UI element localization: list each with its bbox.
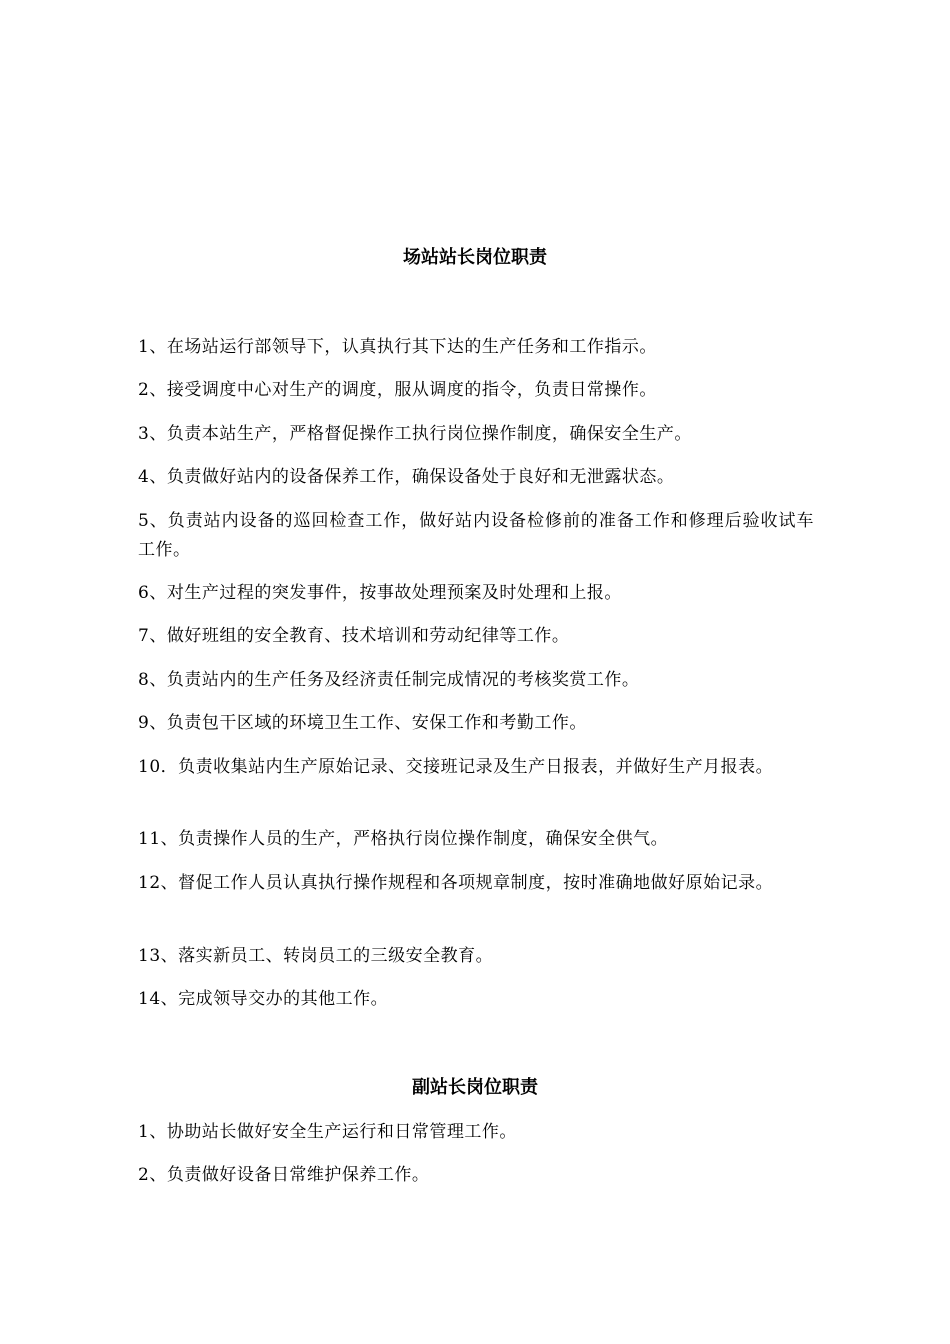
duty-item: 5、负责站内设备的巡回检查工作，做好站内设备检修前的准备工作和修理后验收试车工作。 [138,511,814,560]
duty-item: 10．负责收集站内生产原始记录、交接班记录及生产日报表，并做好生产月报表。 [138,757,774,777]
duty-item: 2、接受调度中心对生产的调度，服从调度的指令，负责日常操作。 [138,380,657,400]
section-heading-deputy-station-master: 副站长岗位职责 [412,1077,538,1098]
duty-item: 3、负责本站生产，严格督促操作工执行岗位操作制度，确保安全生产。 [138,424,692,444]
duty-item: 13、落实新员工、转岗员工的三级安全教育。 [138,946,494,966]
section-heading-station-master: 场站站长岗位职责 [403,247,547,268]
duty-item: 4、负责做好站内的设备保养工作，确保设备处于良好和无泄露状态。 [138,467,675,487]
duty-item: 2、负责做好设备日常维护保养工作。 [138,1165,430,1185]
duty-item: 6、对生产过程的突发事件，按事故处理预案及时处理和上报。 [138,583,622,603]
duty-item: 14、完成领导交办的其他工作。 [138,989,389,1009]
duty-item: 9、负责包干区域的环境卫生工作、安保工作和考勤工作。 [138,713,587,733]
duty-item: 11、负责操作人员的生产，严格执行岗位操作制度，确保安全供气。 [138,829,669,849]
duty-item: 1、协助站长做好安全生产运行和日常管理工作。 [138,1122,517,1142]
duty-item: 8、负责站内的生产任务及经济责任制完成情况的考核奖赏工作。 [138,670,640,690]
duty-item: 12、督促工作人员认真执行操作规程和各项规章制度，按时准确地做好原始记录。 [138,873,774,893]
duty-item: 1、在场站运行部领导下，认真执行其下达的生产任务和工作指示。 [138,337,657,357]
duty-item: 7、做好班组的安全教育、技术培训和劳动纪律等工作。 [138,626,570,646]
